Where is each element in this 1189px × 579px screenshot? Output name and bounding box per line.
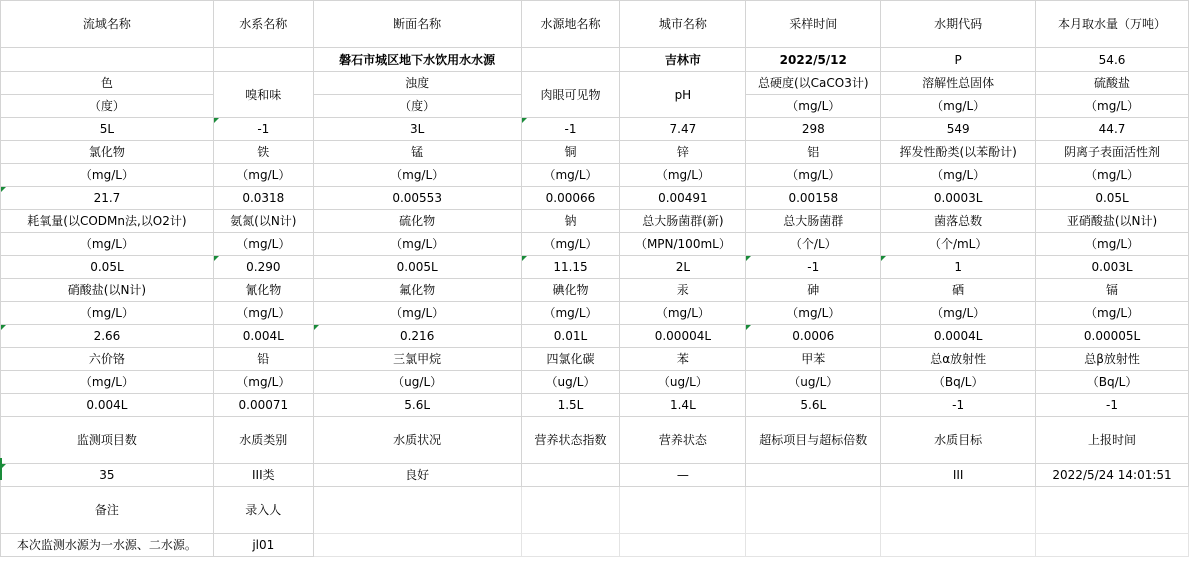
param-value-cell[interactable]: 0.216 [313,325,521,348]
param-value-cell[interactable]: 0.003L [1036,256,1189,279]
empty-cell[interactable] [1036,487,1189,534]
param-value-cell[interactable]: -1 [746,256,881,279]
param-value-cell[interactable]: 0.05L [1036,187,1189,210]
basin-value-cell[interactable] [1,48,214,72]
param-value-cell[interactable]: 0.00491 [620,187,746,210]
param-name-cell[interactable]: 镉 [1036,279,1189,302]
summary-value-cell[interactable]: — [620,464,746,487]
param-unit-row [1,302,1189,325]
param-value-cell[interactable]: 0.00553 [313,187,521,210]
param-value-cell[interactable]: 3L [313,118,521,141]
param-name-cell[interactable]: 苯 [620,348,746,371]
param-unit-cell[interactable]: （mg/L） [213,302,313,325]
summary-name-cell[interactable]: 水质状况 [313,417,521,464]
param-name-cell[interactable]: 阴离子表面活性剂 [1036,141,1189,164]
remark-text-cell[interactable]: 本次监测水源为一水源、二水源。 [1,534,214,557]
param-unit-cell[interactable]: （mg/L） [313,164,521,187]
param-name-cell[interactable]: 钠 [521,210,620,233]
param-unit-cell[interactable]: （mg/L） [1036,164,1189,187]
sample-time-value-cell[interactable]: 2022/5/12 [746,48,881,72]
param-unit-cell[interactable]: （mg/L） [521,233,620,256]
param-value-cell[interactable]: -1 [521,118,620,141]
param-name-cell[interactable]: 硫酸盐 [1036,72,1189,95]
section-value-cell[interactable]: 磐石市城区地下水饮用水水源 [313,48,521,72]
param-name-cell[interactable]: 总α放射性 [881,348,1036,371]
param-name-row [1,279,1189,302]
param-name-cell[interactable]: 汞 [620,279,746,302]
param-unit-cell[interactable]: （mg/L） [521,164,620,187]
param-value-cell[interactable]: 44.7 [1036,118,1189,141]
summary-value-cell[interactable] [746,464,881,487]
empty-cell[interactable] [620,534,746,557]
param-value-cell[interactable]: 549 [881,118,1036,141]
param-value-cell[interactable]: 1.5L [521,394,620,417]
param-name-cell[interactable]: 锌 [620,141,746,164]
header-cell[interactable]: 断面名称 [313,1,521,48]
param-value-cell[interactable]: 0.004L [213,325,313,348]
param-unit-cell[interactable]: （mg/L） [1,164,214,187]
param-name-row [1,141,1189,164]
param-unit-cell[interactable]: （mg/L） [746,164,881,187]
param-value-row [1,325,1189,348]
param-value-cell[interactable]: 0.290 [213,256,313,279]
summary-value-cell[interactable]: 35 [1,464,214,487]
param-unit-row [1,233,1189,256]
param-value-cell[interactable]: 0.00158 [746,187,881,210]
param-value-row [1,187,1189,210]
param-name-cell[interactable]: 氯化物 [1,141,214,164]
param-name-cell[interactable]: 色 [1,72,214,95]
empty-cell[interactable] [521,487,620,534]
param-name-cell[interactable]: pH [620,72,746,118]
empty-cell[interactable] [746,487,881,534]
summary-name-cell[interactable]: 上报时间 [1036,417,1189,464]
param-unit-cell[interactable]: （mg/L） [1036,233,1189,256]
remark-name-row [1,487,1189,534]
param-name-cell[interactable]: 六价铬 [1,348,214,371]
header-cell[interactable]: 水源地名称 [521,1,620,48]
param-value-cell[interactable]: 2L [620,256,746,279]
param-name-cell[interactable]: 溶解性总固体 [881,72,1036,95]
param-unit-cell[interactable]: （mg/L） [213,371,313,394]
empty-cell[interactable] [881,534,1036,557]
param-name-cell[interactable]: 氟化物 [313,279,521,302]
header-cell[interactable]: 采样时间 [746,1,881,48]
param-name-cell[interactable]: 硒 [881,279,1036,302]
param-unit-cell[interactable]: （个/mL） [881,233,1036,256]
param-unit-cell[interactable]: （mg/L） [1,302,214,325]
param-name-cell[interactable]: 铅 [213,348,313,371]
param-name-cell[interactable]: 碘化物 [521,279,620,302]
param-value-cell[interactable]: 5L [1,118,214,141]
param-name-cell[interactable]: 挥发性酚类(以苯酚计) [881,141,1036,164]
param-name-cell[interactable]: 铁 [213,141,313,164]
header-cell[interactable]: 本月取水量（万吨） [1036,1,1189,48]
param-unit-row [1,164,1189,187]
param-value-cell[interactable]: -1 [881,394,1036,417]
param-value-cell[interactable]: 0.00071 [213,394,313,417]
info-row [1,48,1189,72]
param-value-cell[interactable]: 11.15 [521,256,620,279]
param-name-cell[interactable]: 铜 [521,141,620,164]
param-value-cell[interactable]: 0.004L [1,394,214,417]
period-code-value-cell[interactable]: P [881,48,1036,72]
param-unit-cell[interactable]: （mg/L） [213,233,313,256]
param-unit-cell[interactable]: （ug/L） [521,371,620,394]
param-name-cell[interactable]: 氨氮(以N计) [213,210,313,233]
param-value-cell[interactable]: 0.0006 [746,325,881,348]
param-name-cell[interactable]: 总大肠菌群(新) [620,210,746,233]
param-unit-cell[interactable]: （mg/L） [881,95,1036,118]
param-value-cell[interactable]: 0.00066 [521,187,620,210]
param-unit-cell[interactable]: （mg/L） [881,164,1036,187]
empty-cell[interactable] [1036,534,1189,557]
empty-cell[interactable] [521,534,620,557]
param-value-cell[interactable]: 0.00004L [620,325,746,348]
param-name-cell[interactable]: 四氯化碳 [521,348,620,371]
param-name-cell[interactable]: 亚硝酸盐(以N计) [1036,210,1189,233]
param-value-cell[interactable]: 21.7 [1,187,214,210]
param-value-cell[interactable]: 5.6L [313,394,521,417]
param-unit-cell[interactable]: （mg/L） [313,233,521,256]
param-value-cell[interactable]: 1 [881,256,1036,279]
param-name-row [1,348,1189,371]
system-value-cell[interactable] [213,48,313,72]
param-name-cell[interactable]: 浊度 [313,72,521,95]
param-unit-cell[interactable]: （mg/L） [746,95,881,118]
param-value-cell[interactable]: 0.0318 [213,187,313,210]
param-unit-cell[interactable]: （mg/L） [620,302,746,325]
param-name-cell[interactable]: 耗氧量(以CODMn法,以O2计) [1,210,214,233]
param-unit-cell[interactable]: （mg/L） [746,302,881,325]
param-value-cell[interactable]: 1.4L [620,394,746,417]
recorder-label-cell[interactable]: 录入人 [213,487,313,534]
param-unit-cell[interactable]: （mg/L） [213,164,313,187]
param-value-row [1,394,1189,417]
monthly-intake-value-cell[interactable]: 54.6 [1036,48,1189,72]
param-value-row [1,118,1189,141]
param-value-cell[interactable]: 0.0003L [881,187,1036,210]
param-unit-cell[interactable]: （度） [313,95,521,118]
remark-value-row [1,534,1189,557]
param-value-cell[interactable]: -1 [213,118,313,141]
param-value-cell[interactable]: 298 [746,118,881,141]
empty-cell[interactable] [620,487,746,534]
param-name-cell[interactable]: 肉眼可见物 [521,72,620,118]
recorder-value-cell[interactable]: jl01 [213,534,313,557]
param-unit-cell[interactable]: （mg/L） [620,164,746,187]
summary-value-cell[interactable] [521,464,620,487]
empty-cell[interactable] [313,487,521,534]
empty-cell[interactable] [313,534,521,557]
summary-name-cell[interactable]: 超标项目与超标倍数 [746,417,881,464]
param-name-cell[interactable]: 嗅和味 [213,72,313,118]
header-cell[interactable]: 城市名称 [620,1,746,48]
param-name-cell[interactable]: 三氯甲烷 [313,348,521,371]
param-value-row [1,256,1189,279]
param-unit-cell[interactable]: （mg/L） [521,302,620,325]
param-unit-cell[interactable]: （mg/L） [1,233,214,256]
param-unit-row [1,371,1189,394]
param-unit-cell[interactable]: （MPN/100mL） [620,233,746,256]
param-name-cell[interactable]: 总β放射性 [1036,348,1189,371]
param-unit-cell[interactable]: （mg/L） [1036,95,1189,118]
param-name-cell[interactable]: 甲苯 [746,348,881,371]
header-row [1,1,1189,48]
param-name-cell[interactable]: 锰 [313,141,521,164]
param-name-cell[interactable]: 总硬度(以CaCO3计) [746,72,881,95]
param-unit-cell[interactable]: （mg/L） [881,302,1036,325]
summary-value-cell[interactable]: III [881,464,1036,487]
remark-label-cell[interactable]: 备注 [1,487,214,534]
param-name-cell[interactable]: 硫化物 [313,210,521,233]
summary-value-cell[interactable]: 良好 [313,464,521,487]
param-name-cell[interactable]: 铝 [746,141,881,164]
param-unit-cell[interactable]: （Bq/L） [881,371,1036,394]
empty-cell[interactable] [746,534,881,557]
param-value-cell[interactable]: -1 [1036,394,1189,417]
param-value-cell[interactable]: 0.005L [313,256,521,279]
param-unit-cell[interactable]: （mg/L） [1,371,214,394]
param-name-cell[interactable]: 总大肠菌群 [746,210,881,233]
param-unit-cell[interactable]: （ug/L） [746,371,881,394]
selected-row-marker [0,458,2,480]
param-unit-cell[interactable]: （mg/L） [313,302,521,325]
param-name-row [1,72,1189,95]
param-name-cell[interactable]: 硝酸盐(以N计) [1,279,214,302]
param-unit-cell[interactable]: （个/L） [746,233,881,256]
empty-cell[interactable] [881,487,1036,534]
param-name-cell[interactable]: 氰化物 [213,279,313,302]
summary-name-cell[interactable]: 监测项目数 [1,417,214,464]
header-cell[interactable]: 水系名称 [213,1,313,48]
param-name-row [1,210,1189,233]
param-unit-cell[interactable]: （度） [1,95,214,118]
summary-value-cell[interactable]: 2022/5/24 14:01:51 [1036,464,1189,487]
param-unit-cell[interactable]: （ug/L） [313,371,521,394]
summary-value-cell[interactable]: III类 [213,464,313,487]
summary-name-cell[interactable]: 营养状态指数 [521,417,620,464]
param-value-cell[interactable]: 0.00005L [1036,325,1189,348]
param-value-cell[interactable]: 0.05L [1,256,214,279]
param-value-cell[interactable]: 7.47 [620,118,746,141]
param-value-cell[interactable]: 2.66 [1,325,214,348]
summary-value-row [1,464,1189,487]
header-cell[interactable]: 水期代码 [881,1,1036,48]
header-cell[interactable]: 流域名称 [1,1,214,48]
param-value-cell[interactable]: 0.0004L [881,325,1036,348]
param-unit-cell[interactable]: （Bq/L） [1036,371,1189,394]
summary-name-row [1,417,1189,464]
param-unit-cell[interactable]: （mg/L） [1036,302,1189,325]
city-value-cell[interactable]: 吉林市 [620,48,746,72]
param-unit-cell[interactable]: （ug/L） [620,371,746,394]
source-value-cell[interactable] [521,48,620,72]
param-name-cell[interactable]: 菌落总数 [881,210,1036,233]
param-value-cell[interactable]: 0.01L [521,325,620,348]
param-name-cell[interactable]: 砷 [746,279,881,302]
summary-name-cell[interactable]: 水质类别 [213,417,313,464]
param-value-cell[interactable]: 5.6L [746,394,881,417]
summary-name-cell[interactable]: 水质目标 [881,417,1036,464]
summary-name-cell[interactable]: 营养状态 [620,417,746,464]
